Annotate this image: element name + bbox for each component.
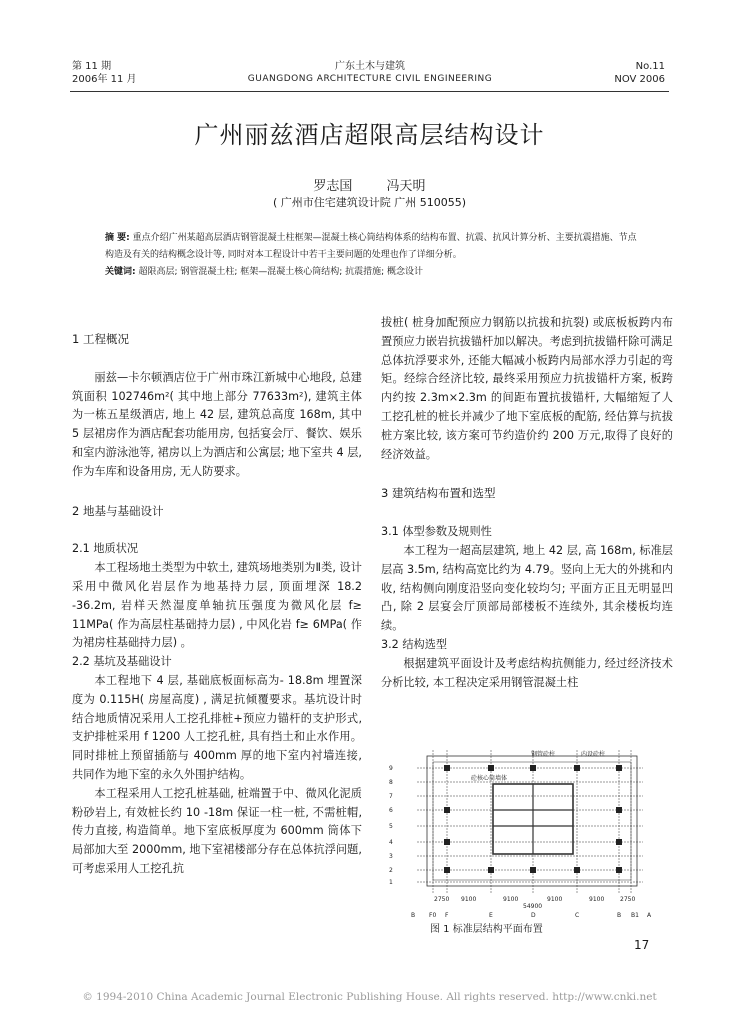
journal-cn: 广东土木与建筑 — [335, 61, 405, 72]
dimension-label: 2750 — [620, 896, 636, 903]
label-core-wall: 内设砼柱 — [581, 751, 606, 758]
article-authors: 罗志国 冯天明 — [313, 179, 426, 194]
axis-label: F0 — [429, 912, 437, 919]
article-affiliation: ( 广州市住宅建筑设计院 广州 510055) — [272, 196, 467, 209]
dimension-total: 54900 — [523, 903, 543, 910]
section-3-1-paragraph: 本工程为一超高层建筑, 地上 42 层, 高 168m, 标准层层高 3.5m, 结构高宽比约为 4.79。竖向上无大的外挑和内收, 结构侧向刚度沿竖向变化较均匀; 平面方正且无明显凹凸, 除 2 层宴会厅顶部局部楼板不连续外, 其余楼板均连续。 — [381, 543, 673, 633]
dimension-label: 9100 — [547, 896, 563, 903]
axis-label: B — [617, 912, 622, 919]
axis-label: C — [575, 912, 580, 919]
section-2-heading: 2 地基与基础设计 — [72, 503, 164, 518]
floor-plan-drawing — [381, 748, 661, 920]
row-label: 9 — [389, 765, 393, 772]
section-2-2-paragraph-2: 本工程采用人工挖孔桩基础, 桩端置于中、微风化泥质粉砂岩上, 有效桩长约 10 -18m 保证一柱一桩, 不需桩帽, 传力直接, 构造简单。地下室底板厚度为 600mm 筒体下局部加大至 2000mm, 地下室裙楼部分存在总体抗浮问题, 可考虑采用人工挖孔抗 — [72, 786, 362, 875]
axis-label: A — [647, 912, 652, 919]
abstract-label: 摘 要: — [105, 233, 130, 243]
header-right — [614, 60, 665, 86]
row-label: 8 — [389, 779, 393, 786]
grid-rows — [417, 768, 643, 882]
continued-paragraph: 拔桩( 桩身加配预应力钢筋以抗拔和抗裂) 或底板板跨内布置预应力嵌岩抗拔锚杆加以解决。考虑到抗拔锚杆除可满足总体抗浮要求外, 还能大幅减小板跨内局部水浮力引起的弯矩。经综合经济比较, 最终采用预应力抗拔锚杆方案, 板跨内约按 2.3m×2.3m 的间距布置抗拔锚杆, 大幅缩短了人工挖孔桩的桩长并减少了地下室底板的配筋, 经估算与抗拔桩方案比较, 该方案可节约造价约 200 万元,取得了良好的经济效益。 — [381, 316, 673, 461]
header-center — [200, 60, 540, 86]
left-column — [72, 330, 362, 879]
right-column — [381, 314, 673, 692]
section-1-heading: 1 工程概况 — [72, 332, 129, 346]
article-title: 广州丽兹酒店超限高层结构设计 — [194, 121, 545, 149]
axis-label: F — [445, 912, 449, 919]
label-core: 砼核心筒墙体 — [471, 775, 508, 782]
row-label: 6 — [389, 807, 393, 814]
row-label: 5 — [389, 823, 393, 830]
plan-outline — [427, 756, 637, 886]
issue-cn: 第 11 期 — [72, 61, 112, 72]
date-cn: 2006年 11 月 — [72, 74, 137, 85]
keywords-text: 超限高层; 钢管混凝土柱; 框架—混凝土核心筒结构; 抗震措施; 概念设计 — [138, 267, 424, 277]
axis-label: B1 — [631, 912, 639, 919]
row-label: 1 — [389, 879, 393, 886]
keywords — [105, 264, 645, 281]
journal-en: GUANGDONG ARCHITECTURE CIVIL ENGINEERING — [247, 74, 493, 84]
dimension-label: 9100 — [589, 896, 605, 903]
header-rule — [70, 91, 669, 92]
dimension-label: 9100 — [461, 896, 477, 903]
abstract — [105, 230, 645, 264]
section-3-2-heading: 3.2 结构选型 — [381, 637, 448, 651]
dimension-label: 2750 — [434, 896, 450, 903]
section-3-2-paragraph: 根据建筑平面设计及考虑结构抗侧能力, 经过经济技术分析比较, 本工程决定采用钢管混凝土柱 — [381, 656, 673, 689]
section-1-paragraph: 丽兹—卡尔顿酒店位于广州市珠江新城中心地段, 总建筑面积 102746m²( 其中地上部分 77633m²), 建筑主体为一栋五星级酒店, 地上 42 层, 建筑总高度 168m, 其中 5 层裙房作为酒店配套功能用房, 包括宴会厅、餐饮、娱乐和室内游泳池等, 裙房以上为酒店和公寓层; 地下室共 4 层, 作为车库和设备用房, 无人防要求。 — [72, 370, 362, 478]
keywords-label: 关键词: — [105, 267, 136, 277]
axis-label: E — [489, 912, 493, 919]
row-label: 7 — [389, 793, 393, 800]
figure-1 — [381, 748, 661, 924]
page-number: 17 — [634, 938, 650, 952]
section-2-1-heading: 2.1 地质状况 — [72, 542, 139, 556]
section-2-2-paragraph-1: 本工程地下 4 层, 基础底板面标高为- 18.8m 埋置深度为 0.115H( 房屋高度) , 满足抗倾覆要求。基坑设计时结合地质情况采用人工挖孔排桩+预应力锚杆的支护形式, 支护排桩采用 f 1200 人工挖孔桩, 具有挡土和止水作用。同时排桩上预留插筋与 400mm 厚的地下室内衬墙连接, 共同作为地下室的永久外围护结构。 — [72, 673, 362, 781]
row-label: 4 — [389, 839, 393, 846]
row-label: 3 — [389, 853, 393, 860]
axis-label: D — [531, 912, 536, 919]
section-2-1-paragraph: 本工程场地土类型为中软土, 建筑场地类别为Ⅱ类, 设计采用中微风化岩层作为地基持力层, 顶面埋深 18.2 -36.2m, 岩样天然湿度单轴抗压强度为微风化层 f⁣≥ 11MPa( 作为高层柱基础持力层) , 中风化岩 f⁣≥ 6MPa( 作为裙房柱基础持力层) 。 — [72, 561, 362, 650]
abstract-block — [105, 230, 645, 281]
header-left — [72, 60, 137, 86]
section-3-1-heading: 3.1 体型参数及规则性 — [381, 525, 492, 539]
axis-label: B — [411, 912, 416, 919]
copyright-footer: © 1994-2010 China Academic Journal Electronic Publishing House. All rights reserved. http://www.cnki.net — [82, 991, 657, 1003]
section-2-2-heading: 2.2 基坑及基础设计 — [72, 655, 172, 669]
plan-inner-outline — [433, 762, 631, 880]
label-steel-column: 钢管砼柱 — [531, 751, 556, 758]
date-en: NOV 2006 — [614, 74, 665, 85]
dimension-label: 9100 — [503, 896, 519, 903]
section-3-heading: 3 建筑结构布置和选型 — [381, 486, 496, 501]
figure-caption: 图 1 标准层结构平面布置 — [430, 924, 543, 935]
row-label: 2 — [389, 867, 393, 874]
abstract-text: 重点介绍广州某超高层酒店钢管混凝土柱框架—混凝土核心筒结构体系的结构布置、抗震、抗风计算分析、主要抗震措施、节点构造及有关的结构概念设计等, 同时对本工程设计中若干主要问题的处理也作了详细分析。 — [105, 233, 637, 260]
issue-en: No.11 — [635, 61, 665, 72]
